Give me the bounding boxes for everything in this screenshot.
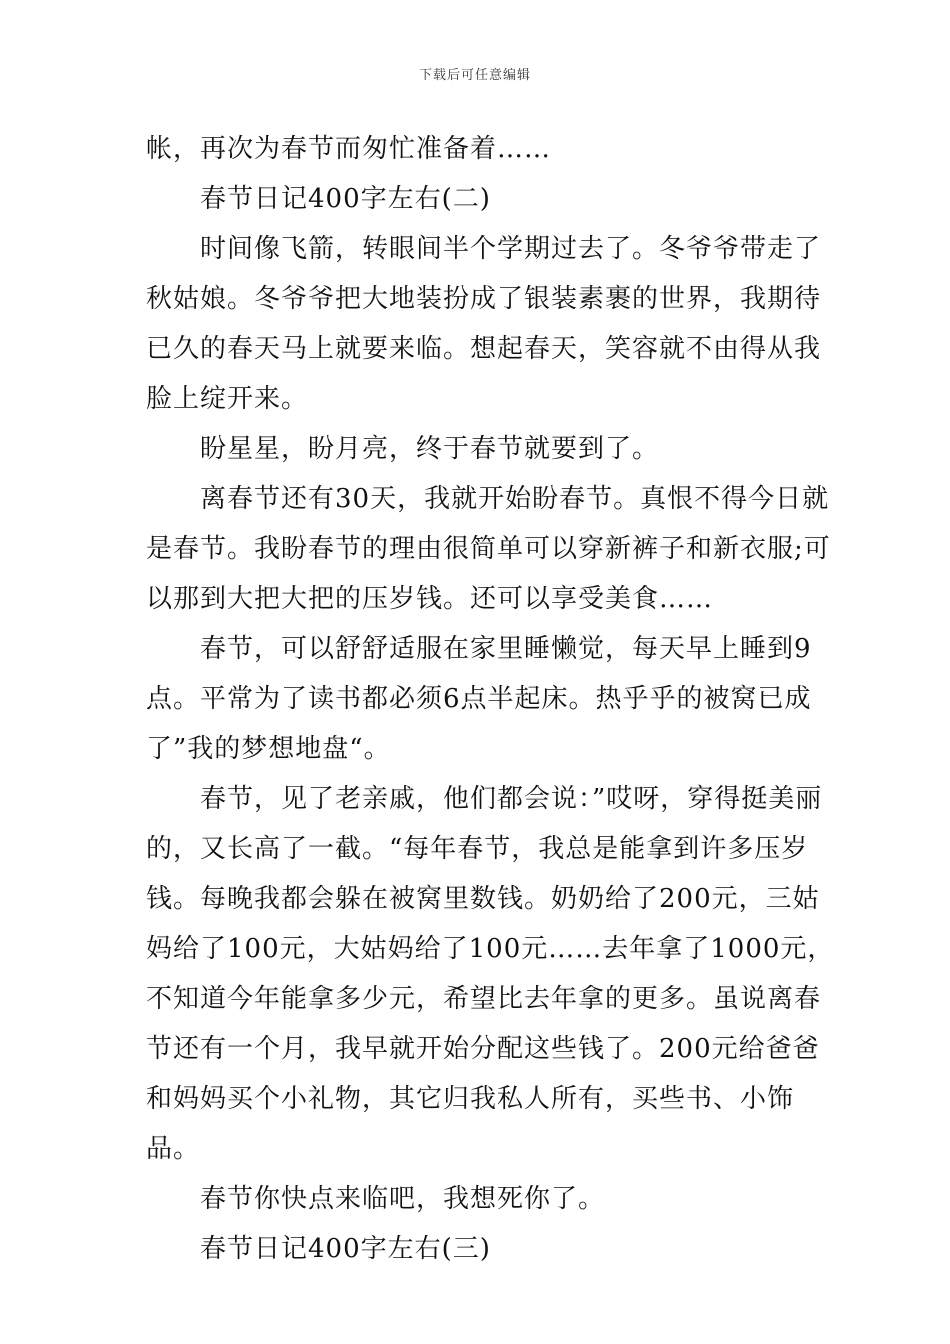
paragraph: 时间像飞箭，转眼间半个学期过去了。冬爷爷带走了秋姑娘。冬爷爷把大地装扮成了银装素裹的世界，我期待已久的春天马上就要来临。想起春天，笑容就不由得从我脸上绽开来。 xyxy=(146,234,822,414)
section-heading-three: 春节日记400字左右(三) xyxy=(146,1234,491,1264)
page-header: 下载后可任意编辑 xyxy=(418,68,531,83)
document-body xyxy=(146,124,836,1274)
section-heading-two: 春节日记400字左右(二) xyxy=(146,184,491,214)
paragraph: 春节，可以舒舒适服在家里睡懒觉，每天早上睡到9点。平常为了读书都必须6点半起床。热乎乎的被窝已成了”我的梦想地盘“。 xyxy=(146,634,812,764)
paragraph-continuation: 帐，再次为春节而匆忙准备着…… xyxy=(146,134,552,164)
paragraph: 盼星星，盼月亮，终于春节就要到了。 xyxy=(146,434,660,464)
paragraph: 春节，见了老亲戚，他们都会说：”哎呀，穿得挺美丽的，又长高了一截。“每年春节，我总是能拿到许多压岁钱。每晚我都会躲在被窝里数钱。奶奶给了200元，三姑妈给了100元，大姑妈给了100元……去年拿了1000元，不知道今年能拿多少元，希望比去年拿的更多。虽说离春节还有一个月，我早就开始分配这些钱了。200元给爸爸和妈妈买个小礼物，其它归我私人所有，买些书、小饰品。 xyxy=(146,784,835,1164)
paragraph: 离春节还有30天，我就开始盼春节。真恨不得今日就是春节。我盼春节的理由很简单可以穿新裤子和新衣服;可以那到大把大把的压岁钱。还可以享受美食…… xyxy=(146,484,831,614)
paragraph: 春节你快点来临吧，我想死你了。 xyxy=(146,1184,606,1214)
